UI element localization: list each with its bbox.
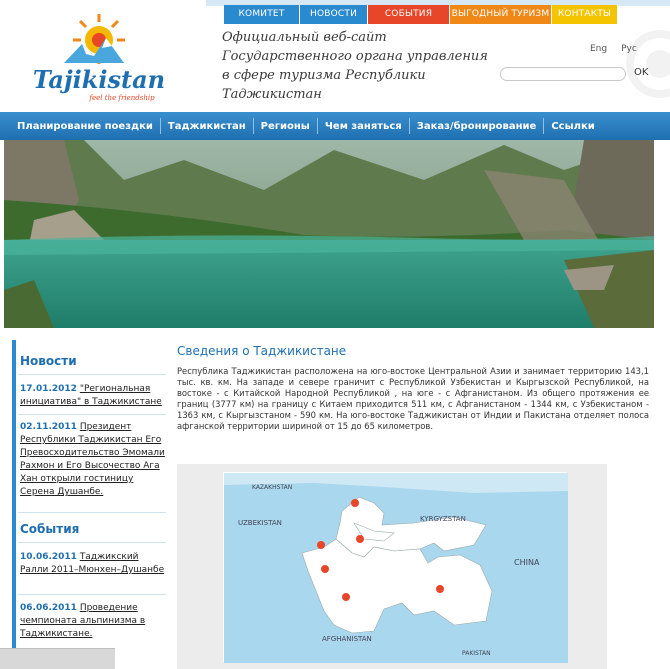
content-text: Республика Таджикистан расположена на юго-востоке Центральной Азии и занимает территорию 143,1 тыс. кв. км. На западе и севере граничит с Республикой Узбекистан и Кыргызской Республикой, на востоке - с Китайской Народной Республикой , на юге - с Афганистаном. Из общего протяжения ее границ (3777 км) на границу с Китаем приходится 511 км, с Афганистаном - 1344 км, с Узбекистаном - 1363 км, с Кыргызстаном - 590 км. На юго-востоке Таджикистан от Индии и Пакистана отделяет полоса афганской территории шириной от 15 до 65 километров. bbox=[177, 366, 649, 431]
mainnav-tajikistan[interactable]: Таджикистан bbox=[167, 120, 246, 132]
map-label-uzbekistan: UZBEKISTAN bbox=[238, 519, 282, 527]
topnav-contacts[interactable]: КОНТАКТЫ bbox=[552, 5, 618, 24]
news-link[interactable]: Президент Республики Таджикистан Его Превосходительство Эмомали Рахмон и Его Высочество Ага Хан открыли гостиницу Серена Душанбе. bbox=[20, 422, 165, 497]
map-label-kyrgyzstan: KYRGYZSTAN bbox=[420, 515, 466, 523]
news-date: 17.01.2012 bbox=[20, 384, 77, 394]
sidebar-accent-bar bbox=[12, 340, 16, 669]
mainnav-trip-planning[interactable]: Планирование поездки bbox=[17, 120, 153, 132]
logo-slogan: feel the friendship bbox=[89, 94, 155, 102]
news-item bbox=[20, 421, 165, 499]
topnav-events[interactable]: СОБЫТИЯ bbox=[368, 5, 450, 24]
top-nav bbox=[224, 5, 618, 24]
topnav-news[interactable]: НОВОСТИ bbox=[300, 5, 368, 24]
content-title: Сведения о Таджикистане bbox=[177, 344, 347, 358]
divider bbox=[18, 512, 166, 513]
divider bbox=[18, 542, 166, 543]
event-item bbox=[20, 551, 165, 577]
logo[interactable] bbox=[24, 8, 174, 108]
map-label-china: CHINA bbox=[514, 558, 540, 567]
topnav-committee[interactable]: КОМИТЕТ bbox=[224, 5, 300, 24]
event-link[interactable]: Таджикский Ралли 2011–Мюнхен–Душанбе bbox=[20, 552, 165, 575]
event-date: 06.06.2011 bbox=[20, 603, 77, 613]
news-link[interactable]: "Региональная инициатива" в Таджикистане bbox=[20, 384, 162, 407]
sun-decoration-icon bbox=[600, 16, 670, 112]
site-title: Официальный веб-сайт Государственного органа управления в сфере туризма Республики Таджикистан bbox=[222, 30, 488, 102]
search-ok-button[interactable]: OK bbox=[634, 67, 649, 78]
event-item bbox=[20, 602, 165, 641]
mainnav-regions[interactable]: Регионы bbox=[260, 120, 310, 132]
tajikistan-map[interactable] bbox=[223, 472, 567, 662]
nav-separator bbox=[409, 118, 410, 134]
search-input[interactable] bbox=[500, 67, 626, 81]
map-graphic bbox=[224, 473, 568, 663]
banner-photo bbox=[4, 140, 654, 328]
lake-landscape-image bbox=[4, 140, 654, 328]
logo-wordmark: Tajikistan bbox=[32, 65, 166, 94]
nav-separator bbox=[543, 118, 544, 134]
news-heading: Новости bbox=[20, 354, 77, 368]
map-label-pakistan: PAKISTAN bbox=[462, 650, 491, 657]
lang-eng-link[interactable]: Eng bbox=[590, 44, 608, 54]
nav-separator bbox=[317, 118, 318, 134]
nav-separator bbox=[160, 118, 161, 134]
main-nav bbox=[0, 112, 670, 140]
lang-rus-link[interactable]: Рус bbox=[621, 44, 637, 54]
nav-separator bbox=[253, 118, 254, 134]
map-label-afghanistan: AFGHANISTAN bbox=[322, 635, 372, 643]
news-item bbox=[20, 383, 165, 409]
news-date: 02.11.2011 bbox=[20, 422, 77, 432]
event-date: 10.06.2011 bbox=[20, 552, 77, 562]
event-link[interactable]: Проведение чемпионата альпинизма в Таджикистане. bbox=[20, 603, 146, 639]
divider bbox=[18, 594, 166, 595]
logo-graphic bbox=[24, 8, 174, 108]
mainnav-activities[interactable]: Чем заняться bbox=[324, 120, 402, 132]
mainnav-links[interactable]: Ссылки bbox=[551, 120, 595, 132]
language-switcher bbox=[590, 44, 637, 54]
sidebar bbox=[12, 340, 166, 669]
map-label-kazakhstan: KAZAKHSTAN bbox=[252, 484, 293, 491]
events-heading: События bbox=[20, 522, 80, 536]
topnav-tourism[interactable]: ВЫГОДНЫЙ ТУРИЗМ bbox=[450, 5, 552, 24]
divider bbox=[18, 414, 166, 415]
header bbox=[0, 0, 670, 112]
mainnav-booking[interactable]: Заказ/бронирование bbox=[416, 120, 537, 132]
horizontal-scrollbar[interactable] bbox=[0, 648, 115, 669]
divider bbox=[18, 374, 166, 375]
